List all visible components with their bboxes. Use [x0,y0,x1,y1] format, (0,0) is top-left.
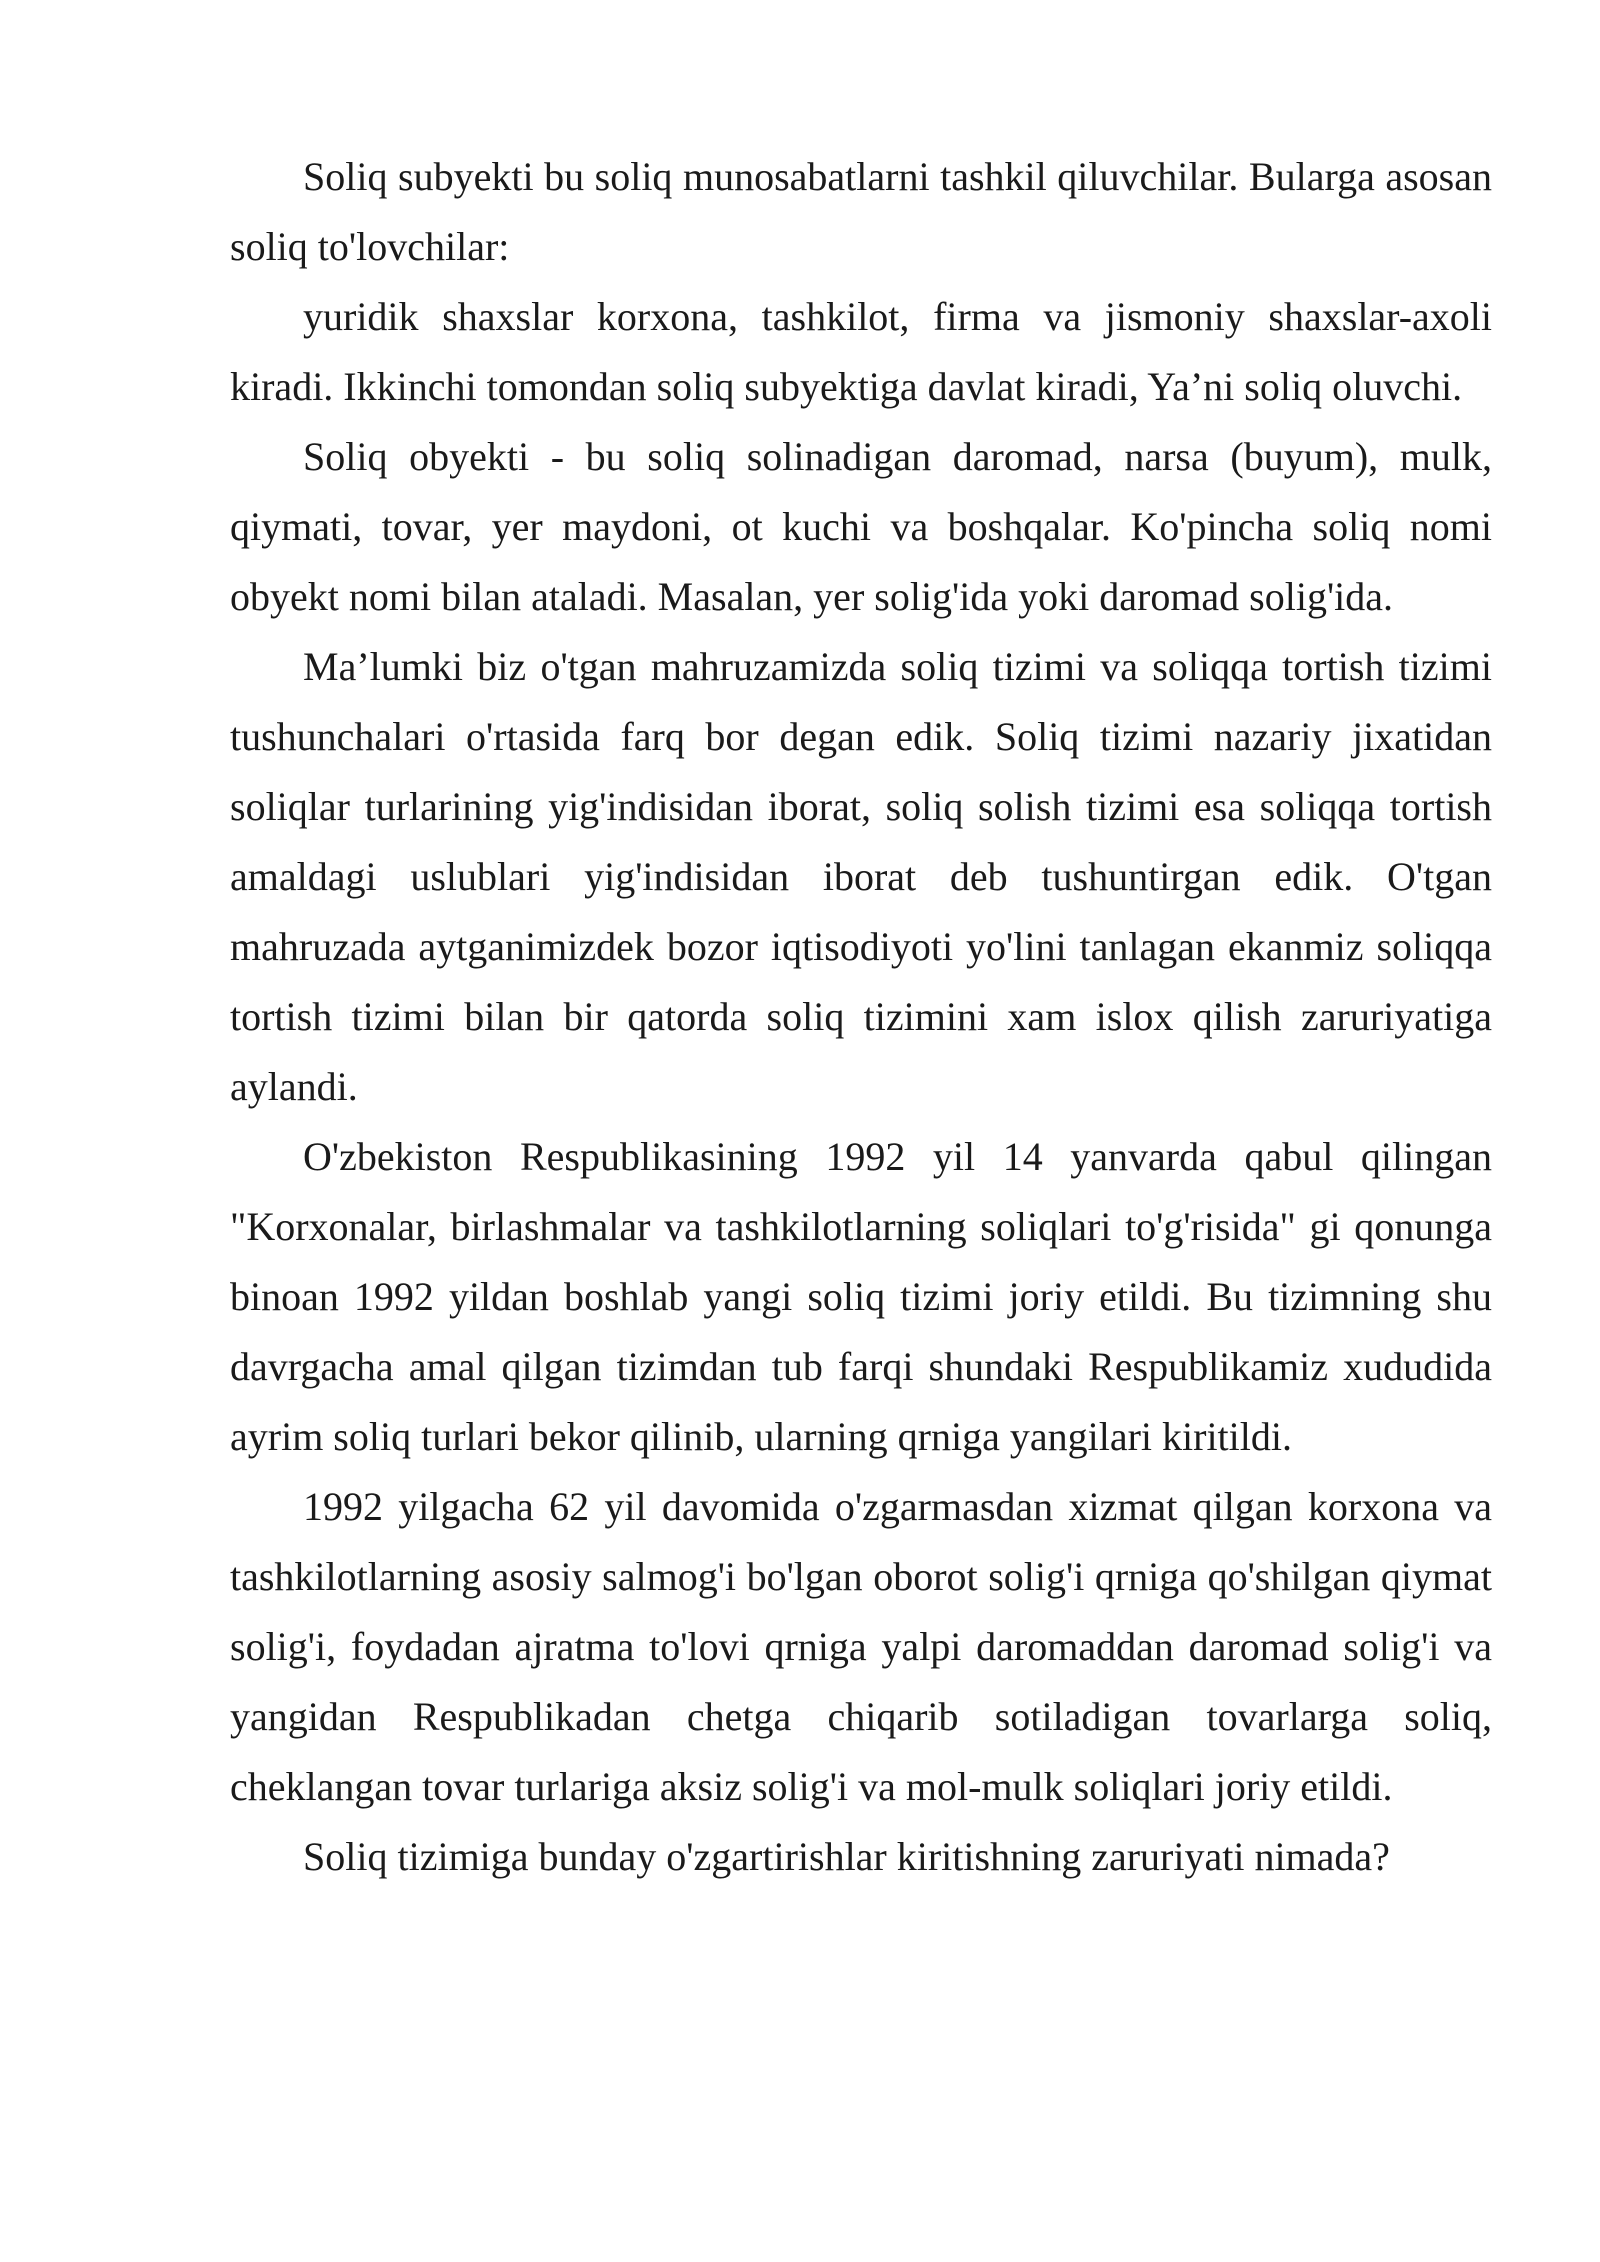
paragraph-question: Soliq tizimiga bunday o'zgartirishlar kiritishning zaruriyati nimada? [303,1834,1390,1879]
paragraph-qonun-1992: O'zbekiston Respublikasining 1992 yil 14 yanvarda qabul qilingan "Korxonalar, birlashmalar va tashkilotlarning soliqlari to'g'risida" gi qonunga binoan 1992 yildan boshlab yangi soliq tizimi joriy etildi. Bu tizimning shu davrgacha amal qilgan tizimdan tub farqi shundaki Respublikamiz xududida ayrim soliq turlari bekor qilinib, ularning qrniga yangilari kiritildi. [230,1134,1492,1459]
paragraph-soliq-tizimi: Ma’lumki biz o'tgan mahruzamizda soliq tizimi va soliqqa tortish tizimi tushunchalari o'rtasida farq bor degan edik. Soliq tizimi nazariy jixatidan soliqlar turlarining yig'indisidan iborat, soliq solish tizimi esa soliqqa tortish amaldagi uslublari yig'indisidan iborat deb tushuntirgan edik. O'tgan mahruzada aytganimizdek bozor iqtisodiyoti yo'lini tanlagan ekanmiz soliqqa tortish tizimi bilan bir qatorda soliq tizimini xam islox qilish zaruriyatiga aylandi. [230,644,1492,1109]
paragraph-1992-yilgacha: 1992 yilgacha 62 yil davomida o'zgarmasdan xizmat qilgan korxona va tashkilotlarning asosiy salmog'i bo'lgan oborot solig'i qrniga qo'shilgan qiymat solig'i, foydadan ajratma to'lovi qrniga yalpi daromaddan daromad solig'i va yangidan Respublikadan chetga chiqarib sotiladigan tovarlarga soliq, cheklangan tovar turlariga aksiz solig'i va mol-mulk soliqlari joriy etildi. [230,1484,1492,1809]
document-body [230,142,1492,1892]
paragraph-soliq-subyekti: Soliq subyekti bu soliq munosabatlarni tashkil qiluvchilar. Bularga asosan soliq to'lovchilar: [230,154,1492,269]
paragraph-yuridik-shaxslar: yuridik shaxslar korxona, tashkilot, firma va jismoniy shaxslar-axoli kiradi. Ikkinchi tomondan soliq subyektiga davlat kiradi, Ya’ni soliq oluvchi. [230,294,1492,409]
paragraph-soliq-obyekti: Soliq obyekti - bu soliq solinadigan daromad, narsa (buyum), mulk, qiymati, tovar, yer maydoni, ot kuchi va boshqalar. Ko'pincha soliq nomi obyekt nomi bilan ataladi. Masalan, yer solig'ida yoki daromad solig'ida. [230,434,1492,619]
